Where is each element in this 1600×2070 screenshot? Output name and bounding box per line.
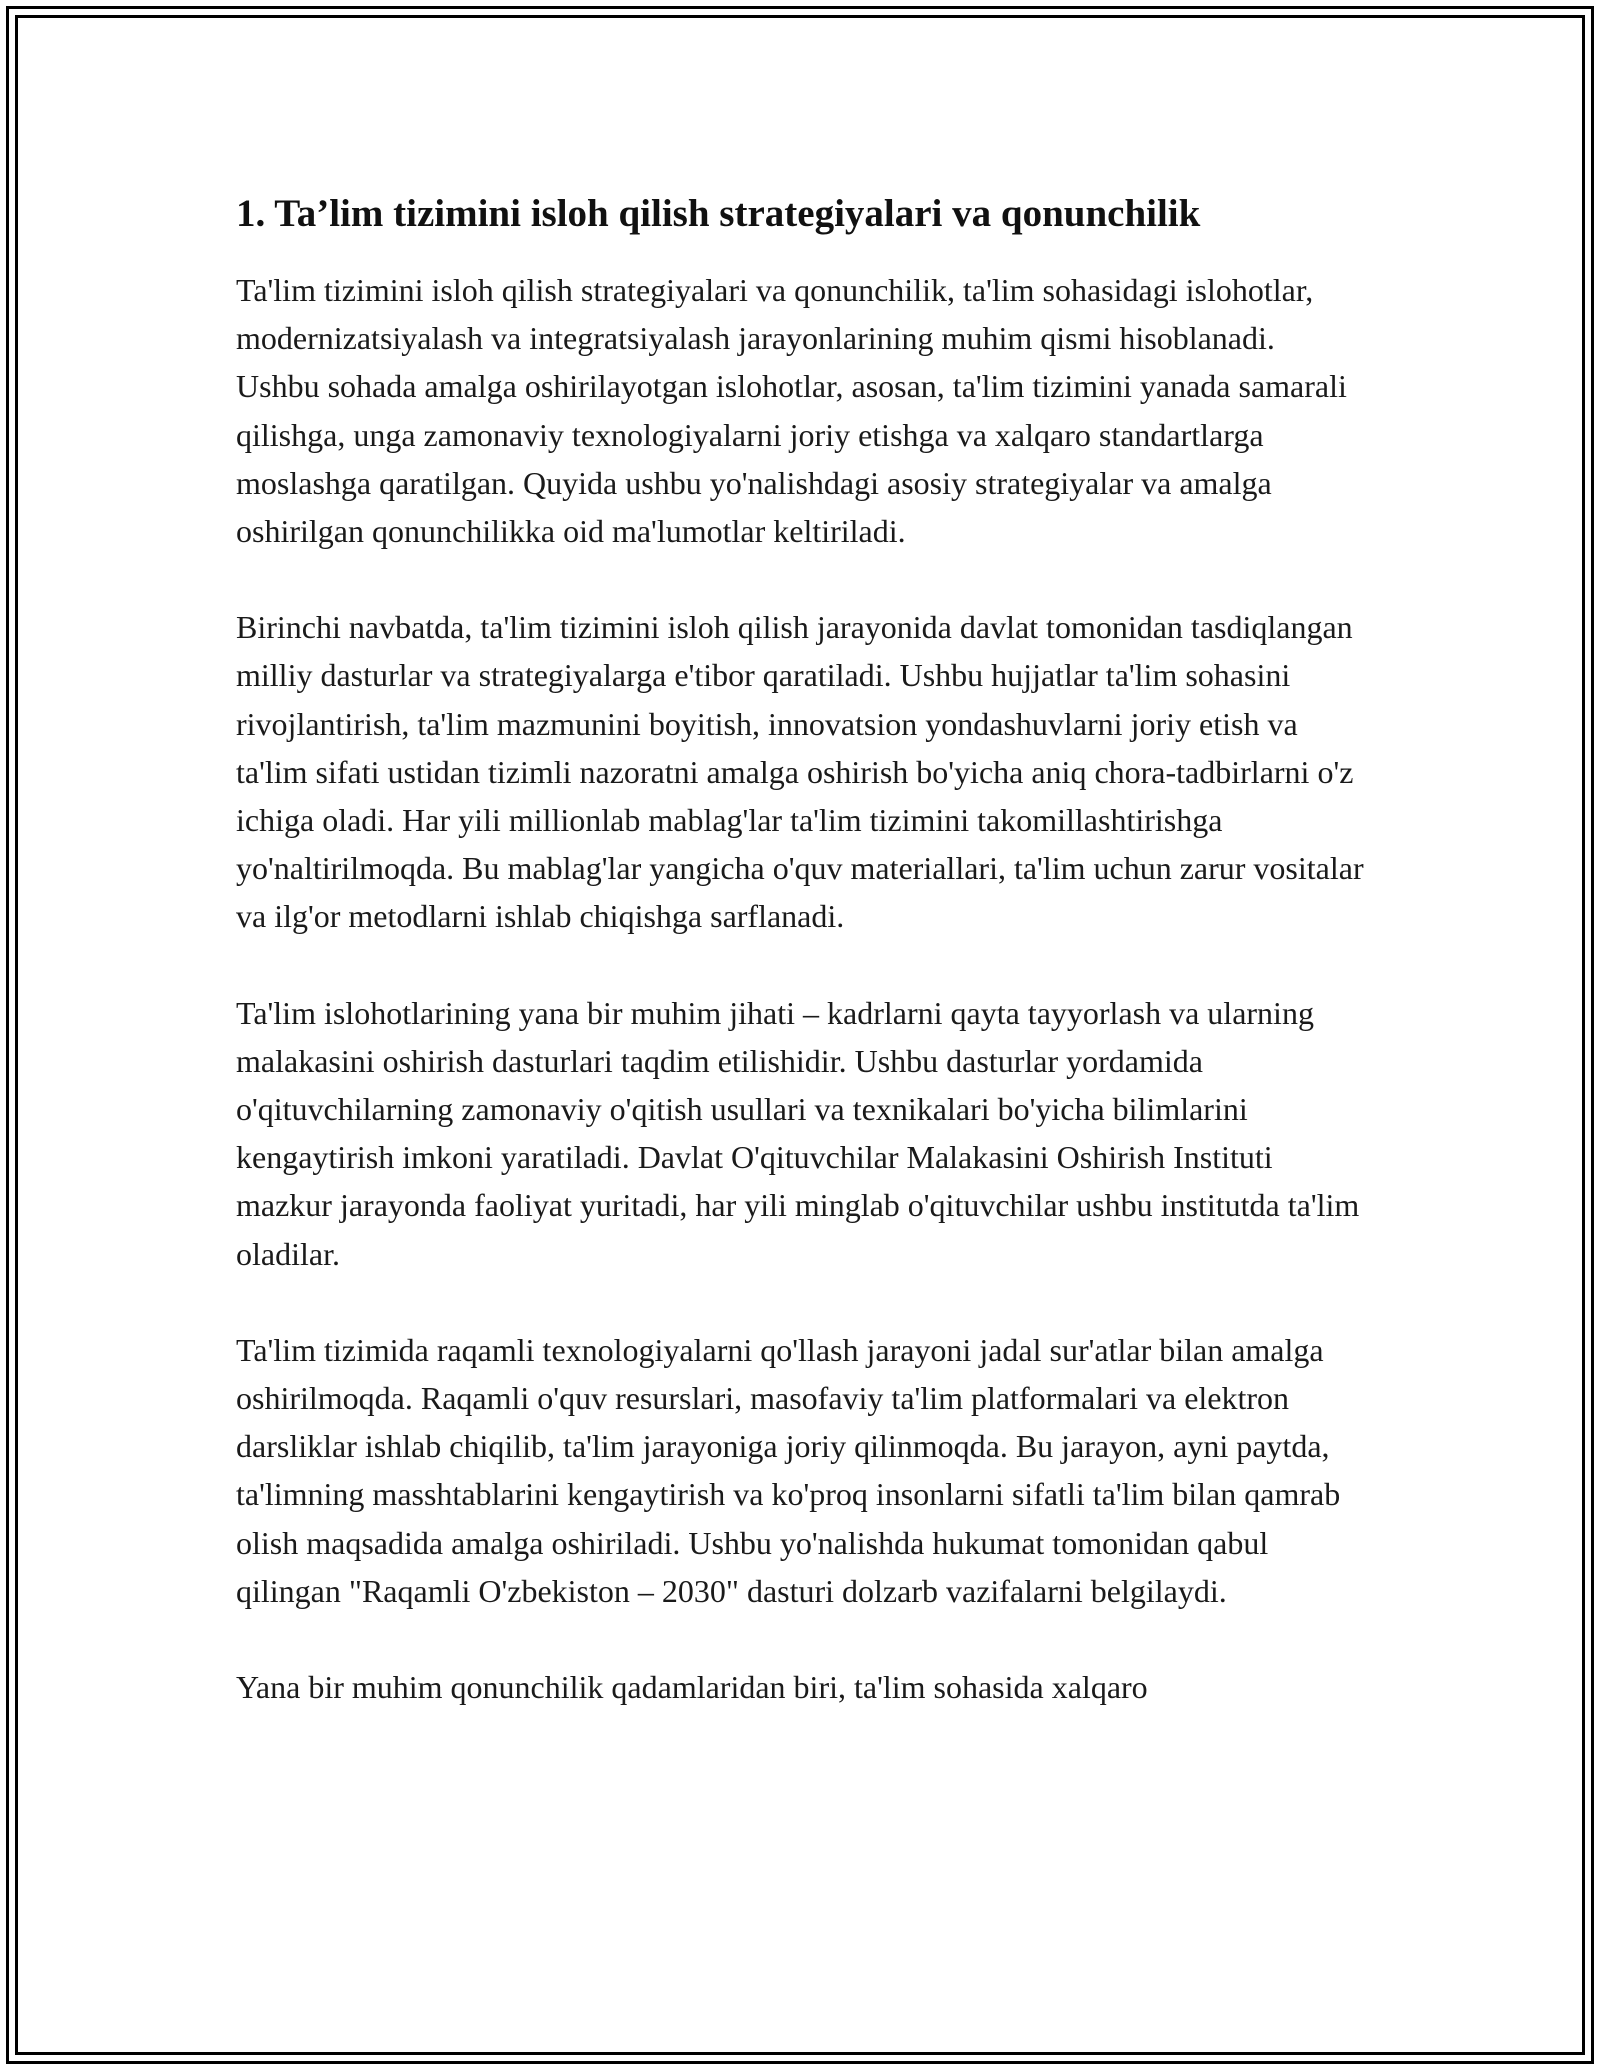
paragraph-intro: Ta'lim tizimini isloh qilish strategiyalari va qonunchilik, ta'lim sohasidagi islohotlar, modernizatsiyalash va integratsiyalash jarayonlarining muhim qismi hisoblanadi. Ushbu sohada amalga oshirilayotgan islohotlar, asosan, ta'lim tizimini yanada samarali qilishga, unga zamonaviy texnologiyalarni joriy etishga va xalqaro standartlarga moslashga qaratilgan. Quyida ushbu yo'nalishdagi asosiy strategiyalar va amalga oshirilgan qonunchilikka oid ma'lumotlar keltiriladi. bbox=[236, 272, 1347, 550]
paragraph-teacher-training: Ta'lim islohotlarining yana bir muhim jihati – kadrlarni qayta tayyorlash va ularning malakasini oshirish dasturlari taqdim etilishidir. Ushbu dasturlar yordamida o'qituvchilarning zamonaviy o'qitish usullari va texnikalari bo'yicha bilimlarini kengaytirish imkoni yaratiladi. Davlat O'qituvchilar Malakasini Oshirish Instituti mazkur jarayonda faoliyat yuritadi, har yili minglab o'qituvchilar ushbu institutda ta'lim oladilar. bbox=[236, 994, 1360, 1272]
document-body bbox=[236, 188, 1364, 1711]
paragraph-national-programs: Birinchi navbatda, ta'lim tizimini isloh qilish jarayonida davlat tomonidan tasdiqlangan milliy dasturlar va strategiyalarga e'tibor qaratiladi. Ushbu hujjatlar ta'lim sohasini rivojlantirish, ta'lim mazmunini boyitish, innovatsion yondashuvlarni joriy etish va ta'lim sifati ustidan tizimli nazoratni amalga oshirish bo'yicha aniq chora-tadbirlarni o'z ichiga oladi. Har yili millionlab mablag'lar ta'lim tizimini takomillashtirishga yo'naltirilmoqda. Bu mablag'lar yangicha o'quv materiallari, ta'lim uchun zarur vositalar va ilg'or metodlarni ishlab chiqishga sarflanadi. bbox=[236, 609, 1364, 935]
paragraph-digital-technologies: Ta'lim tizimida raqamli texnologiyalarni qo'llash jarayoni jadal sur'atlar bilan amalga oshirilmoqda. Raqamli o'quv resurslari, masofaviy ta'lim platformalari va elektron darsliklar ishlab chiqilib, ta'lim jarayoniga joriy qilinmoqda. Bu jarayon, ayni paytda, ta'limning masshtablarini kengaytirish va ko'proq insonlarni sifatli ta'lim bilan qamrab olish maqsadida amalga oshiriladi. Ushbu yo'nalishda hukumat tomonidan qabul qilingan "Raqamli O'zbekiston – 2030" dasturi dolzarb vazifalarni belgilaydi. bbox=[236, 1331, 1341, 1609]
paragraph-legislation: Yana bir muhim qonunchilik qadamlaridan biri, ta'lim sohasida xalqaro bbox=[236, 1669, 1148, 1706]
section-heading: 1. Ta’lim tizimini isloh qilish strategiyalari va qonunchilik bbox=[236, 192, 1201, 235]
